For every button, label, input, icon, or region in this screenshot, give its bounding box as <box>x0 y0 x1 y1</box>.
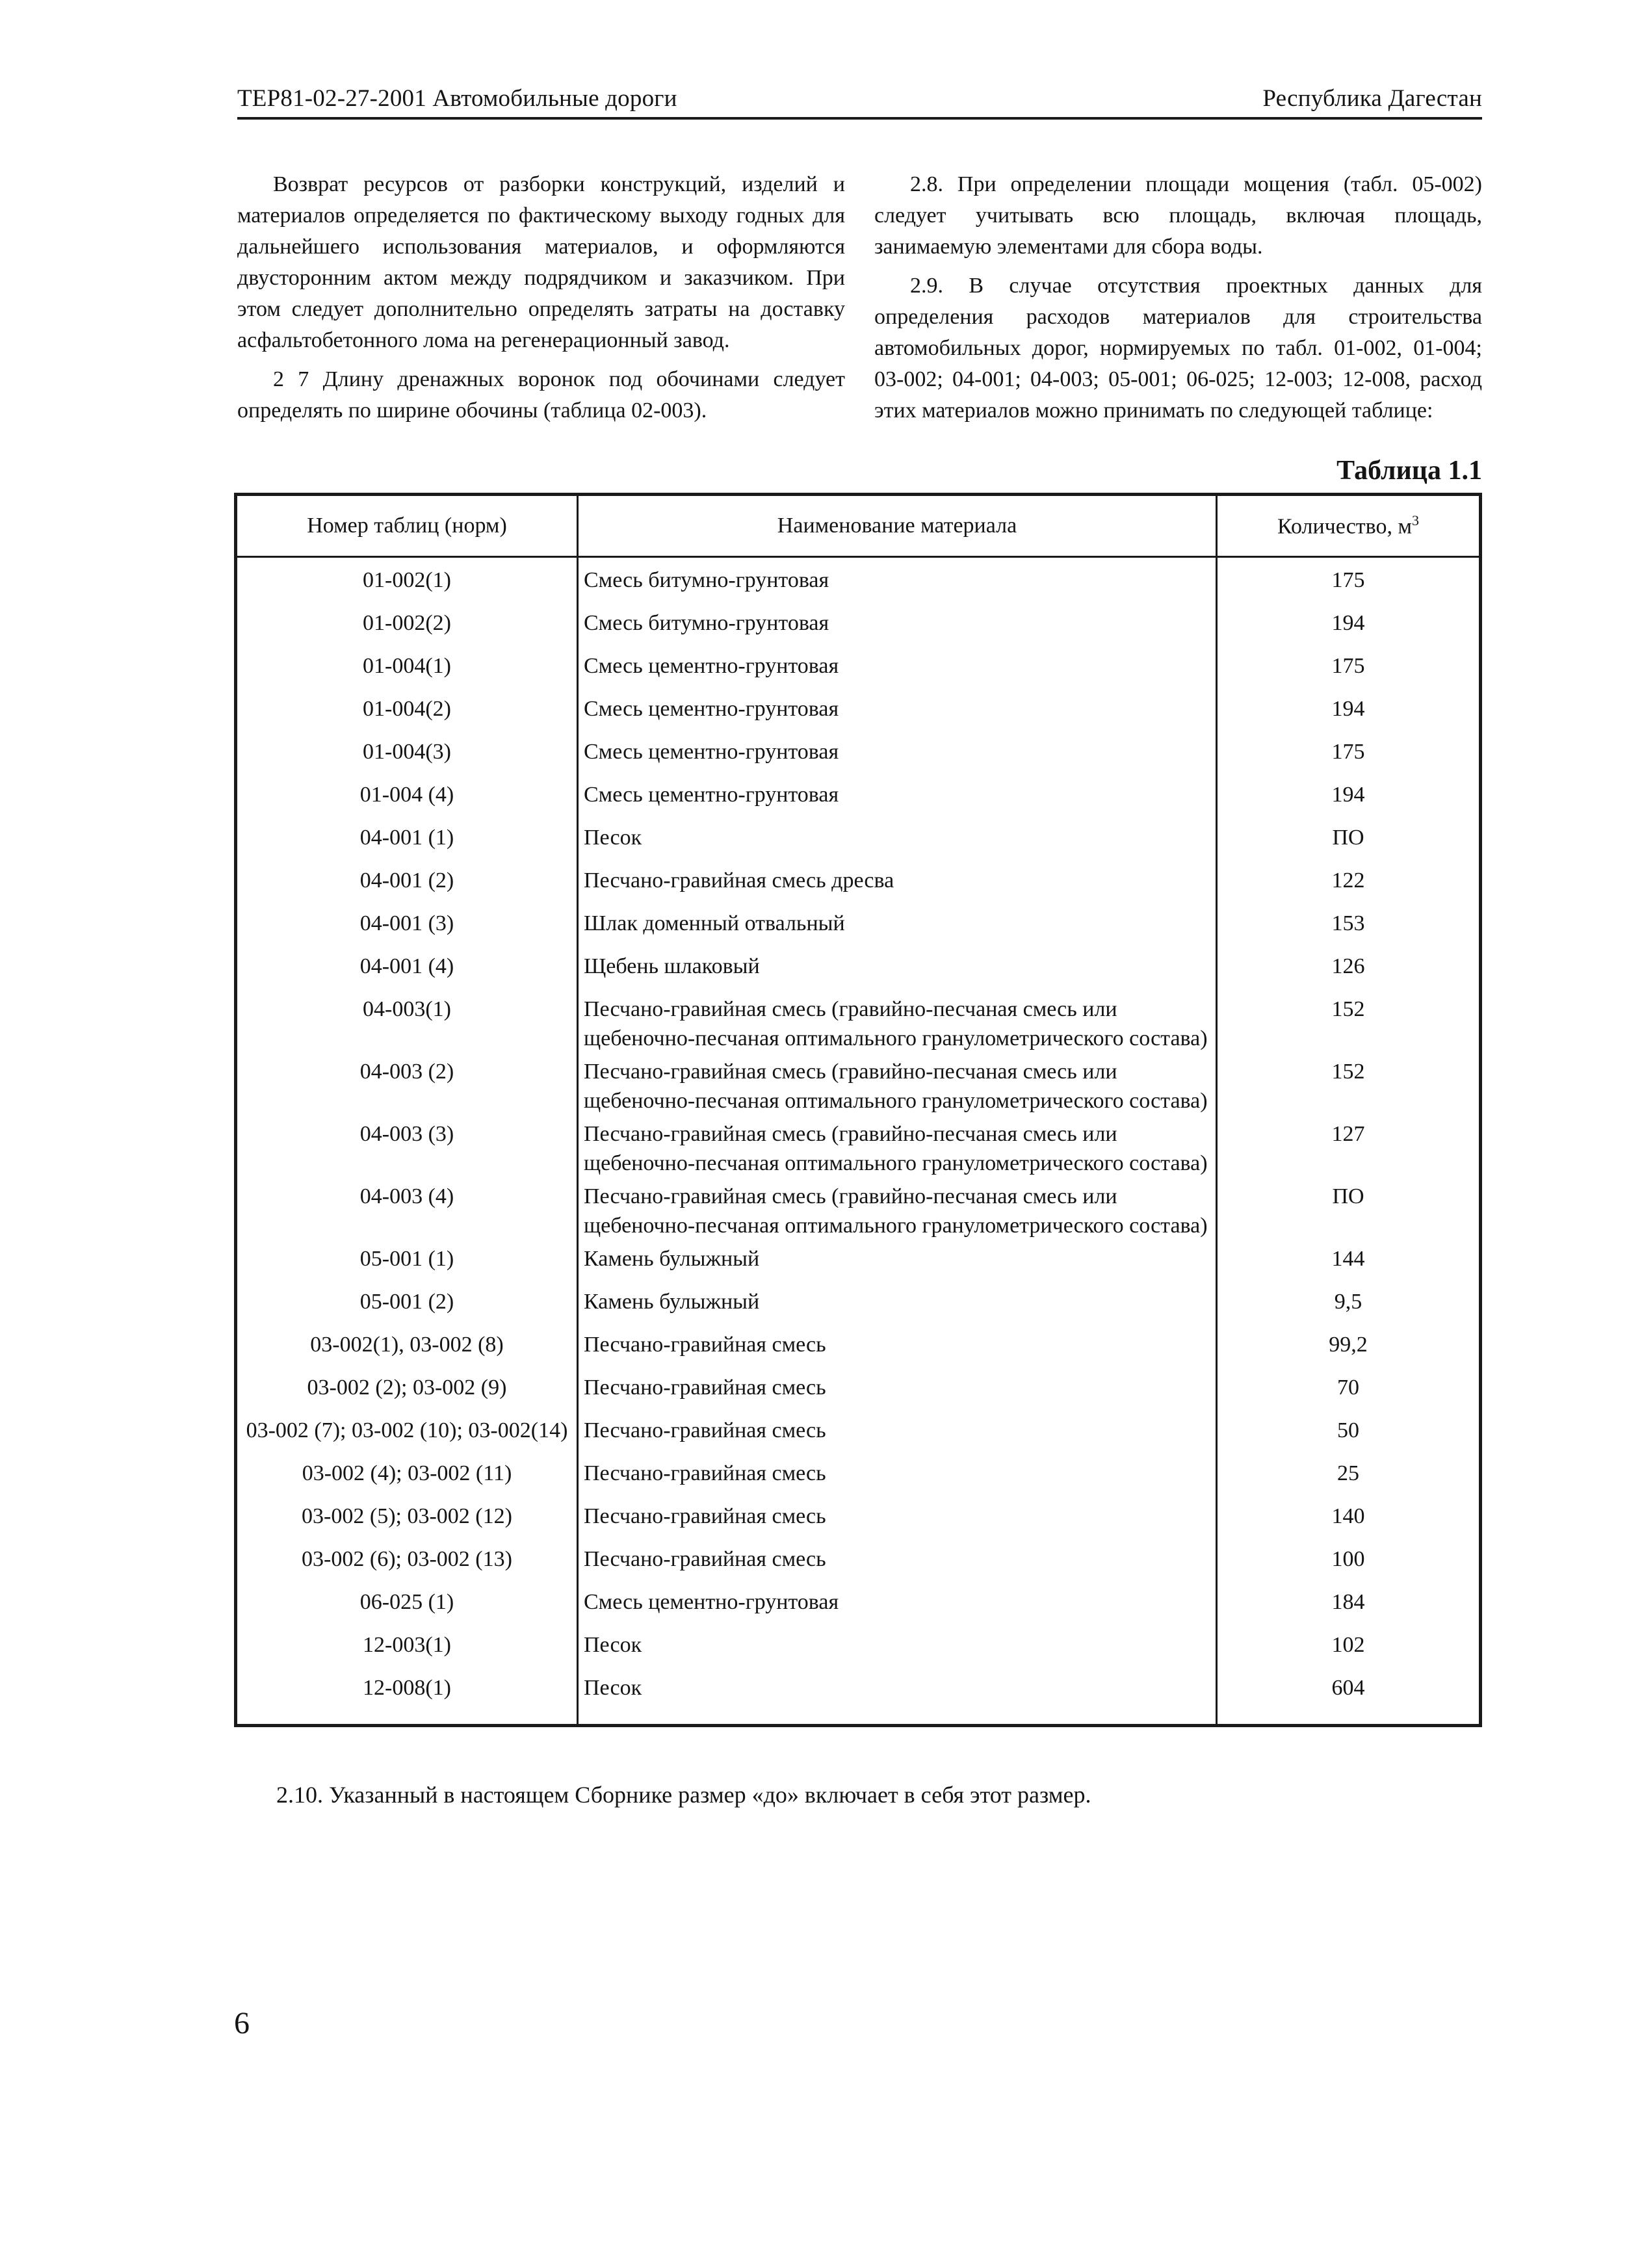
table-row <box>236 776 1481 819</box>
num-cell: 01-004 (4) <box>236 776 578 819</box>
material-cell: Камень булыжный <box>578 1283 1217 1326</box>
table-row <box>236 1178 1481 1240</box>
table-row <box>236 733 1481 776</box>
num-cell: 04-001 (1) <box>236 819 578 862</box>
quantity-cell: ПО <box>1217 819 1481 862</box>
table-row <box>236 1669 1481 1726</box>
paragraph-2-7: 2 7 Длину дренажных воронок под обочинами следует определять по ширине обочины (таблица 02-003). <box>237 367 845 423</box>
header-rule <box>237 117 1482 120</box>
table-row <box>236 1541 1481 1584</box>
num-cell: 01-002(2) <box>236 605 578 647</box>
material-cell: Песок <box>578 1669 1217 1726</box>
material-cell: Песчано-гравийная смесь (гравийно-песчаная смесь или щебеночно-песчаная оптимального гранулометрического состава) <box>578 991 1217 1053</box>
quantity-cell: 153 <box>1217 905 1481 948</box>
quantity-cell: 127 <box>1217 1115 1481 1178</box>
table-header-row <box>236 495 1481 557</box>
paragraph-resource-return: Возврат ресурсов от разборки конструкций, изделий и материалов определяется по фактическому выходу годных для дальнейшего использования материалов, и оформляются двусторонним актом между подрядчиком и заказчиком. При этом следует дополнительно определять затраты на доставку асфальтобетонного лома на регенерационный завод. <box>237 172 845 352</box>
table-row <box>236 605 1481 647</box>
num-cell: 04-003 (2) <box>236 1053 578 1115</box>
header-document-title: ТЕР81-02-27-2001 Автомобильные дороги <box>237 85 677 112</box>
table-row <box>236 1053 1481 1115</box>
materials-table <box>234 493 1482 1727</box>
table-row <box>236 905 1481 948</box>
num-cell: 01-002(1) <box>236 557 578 605</box>
right-column <box>874 169 1482 434</box>
num-cell: 06-025 (1) <box>236 1584 578 1626</box>
num-cell: 03-002 (7); 03-002 (10); 03-002(14) <box>236 1412 578 1455</box>
table-row <box>236 1412 1481 1455</box>
table-row <box>236 1455 1481 1498</box>
paragraph-2-10: 2.10. Указанный в настоящем Сборнике размер «до» включает в себя этот размер. <box>276 1782 1091 1808</box>
material-cell: Песчано-гравийная смесь (гравийно-песчаная смесь или щебеночно-песчаная оптимального гранулометрического состава) <box>578 1053 1217 1115</box>
header-region: Республика Дагестан <box>1262 85 1482 112</box>
material-cell: Смесь цементно-грунтовая <box>578 733 1217 776</box>
num-cell: 04-001 (3) <box>236 905 578 948</box>
quantity-cell: 194 <box>1217 690 1481 733</box>
quantity-cell: 102 <box>1217 1626 1481 1669</box>
table-row <box>236 1369 1481 1412</box>
quantity-cell: 9,5 <box>1217 1283 1481 1326</box>
num-cell: 12-003(1) <box>236 1626 578 1669</box>
quantity-cell: 152 <box>1217 991 1481 1053</box>
num-cell: 01-004(1) <box>236 647 578 690</box>
quantity-cell: 175 <box>1217 647 1481 690</box>
num-cell: 03-002 (5); 03-002 (12) <box>236 1498 578 1541</box>
page-number: 6 <box>234 2006 250 2040</box>
left-column <box>237 169 845 434</box>
table-row <box>236 647 1481 690</box>
material-cell: Песчано-гравийная смесь (гравийно-песчаная смесь или щебеночно-песчаная оптимального гранулометрического состава) <box>578 1178 1217 1240</box>
quantity-cell: 99,2 <box>1217 1326 1481 1369</box>
material-cell: Смесь битумно-грунтовая <box>578 557 1217 605</box>
quantity-cell: 184 <box>1217 1584 1481 1626</box>
material-cell: Песчано-гравийная смесь <box>578 1455 1217 1498</box>
num-cell: 05-001 (1) <box>236 1240 578 1283</box>
table-body <box>236 557 1481 1726</box>
material-cell: Смесь битумно-грунтовая <box>578 605 1217 647</box>
quantity-cell: 175 <box>1217 733 1481 776</box>
num-cell: 04-001 (2) <box>236 862 578 905</box>
table-row <box>236 1498 1481 1541</box>
quantity-cell: ПО <box>1217 1178 1481 1240</box>
quantity-cell: 144 <box>1217 1240 1481 1283</box>
material-cell: Смесь цементно-грунтовая <box>578 1584 1217 1626</box>
material-cell: Песчано-гравийная смесь <box>578 1412 1217 1455</box>
num-cell: 04-003(1) <box>236 991 578 1053</box>
num-cell: 04-001 (4) <box>236 948 578 991</box>
num-cell: 01-004(2) <box>236 690 578 733</box>
header-qty-superscript: 3 <box>1412 512 1420 529</box>
table-row <box>236 819 1481 862</box>
num-cell: 04-003 (3) <box>236 1115 578 1178</box>
num-cell: 01-004(3) <box>236 733 578 776</box>
table-row <box>236 948 1481 991</box>
table-row <box>236 991 1481 1053</box>
quantity-cell: 126 <box>1217 948 1481 991</box>
header-qty <box>1217 495 1481 557</box>
table-row <box>236 1283 1481 1326</box>
num-cell: 04-003 (4) <box>236 1178 578 1240</box>
table-row <box>236 1626 1481 1669</box>
header-num: Номер таблиц (норм) <box>236 495 578 557</box>
material-cell: Щебень шлаковый <box>578 948 1217 991</box>
quantity-cell: 50 <box>1217 1412 1481 1455</box>
quantity-cell: 70 <box>1217 1369 1481 1412</box>
num-cell: 03-002 (4); 03-002 (11) <box>236 1455 578 1498</box>
num-cell: 03-002 (6); 03-002 (13) <box>236 1541 578 1584</box>
num-cell: 03-002(1), 03-002 (8) <box>236 1326 578 1369</box>
material-cell: Песчано-гравийная смесь (гравийно-песчаная смесь или щебеночно-песчаная оптимального гранулометрического состава) <box>578 1115 1217 1178</box>
table-row <box>236 557 1481 605</box>
material-cell: Песок <box>578 819 1217 862</box>
table-row <box>236 690 1481 733</box>
num-cell: 12-008(1) <box>236 1669 578 1726</box>
quantity-cell: 140 <box>1217 1498 1481 1541</box>
material-cell: Смесь цементно-грунтовая <box>578 647 1217 690</box>
material-cell: Песчано-гравийная смесь дресва <box>578 862 1217 905</box>
quantity-cell: 25 <box>1217 1455 1481 1498</box>
material-cell: Камень булыжный <box>578 1240 1217 1283</box>
header-qty-label: Количество, м <box>1277 514 1413 539</box>
table-row <box>236 1326 1481 1369</box>
quantity-cell: 604 <box>1217 1669 1481 1726</box>
num-cell: 03-002 (2); 03-002 (9) <box>236 1369 578 1412</box>
table-title: Таблица 1.1 <box>1336 456 1482 486</box>
material-cell: Песок <box>578 1626 1217 1669</box>
material-cell: Песчано-гравийная смесь <box>578 1498 1217 1541</box>
table-row <box>236 862 1481 905</box>
table-row <box>236 1584 1481 1626</box>
quantity-cell: 152 <box>1217 1053 1481 1115</box>
material-cell: Шлак доменный отвальный <box>578 905 1217 948</box>
num-cell: 05-001 (2) <box>236 1283 578 1326</box>
header-name: Наименование материала <box>578 495 1217 557</box>
quantity-cell: 194 <box>1217 605 1481 647</box>
material-cell: Смесь цементно-грунтовая <box>578 690 1217 733</box>
quantity-cell: 194 <box>1217 776 1481 819</box>
paragraph-2-8: 2.8. При определении площади мощения (табл. 05-002) следует учитывать всю площадь, включая площадь, занимаемую элементами для сбора воды. <box>874 172 1482 259</box>
table-row <box>236 1240 1481 1283</box>
quantity-cell: 175 <box>1217 557 1481 605</box>
material-cell: Смесь цементно-грунтовая <box>578 776 1217 819</box>
table-row <box>236 1115 1481 1178</box>
quantity-cell: 100 <box>1217 1541 1481 1584</box>
material-cell: Песчано-гравийная смесь <box>578 1326 1217 1369</box>
material-cell: Песчано-гравийная смесь <box>578 1541 1217 1584</box>
quantity-cell: 122 <box>1217 862 1481 905</box>
paragraph-2-9: 2.9. В случае отсутствия проектных данных для определения расходов материалов для строительства автомобильных дорог, нормируемых по табл. 01-002, 01-004; 03-002; 04-001; 04-003; 05-001; 06-025; 12-003; 12-008, расход этих материалов можно принимать по следующей таблице: <box>874 274 1482 423</box>
material-cell: Песчано-гравийная смесь <box>578 1369 1217 1412</box>
page-header <box>237 78 1482 117</box>
